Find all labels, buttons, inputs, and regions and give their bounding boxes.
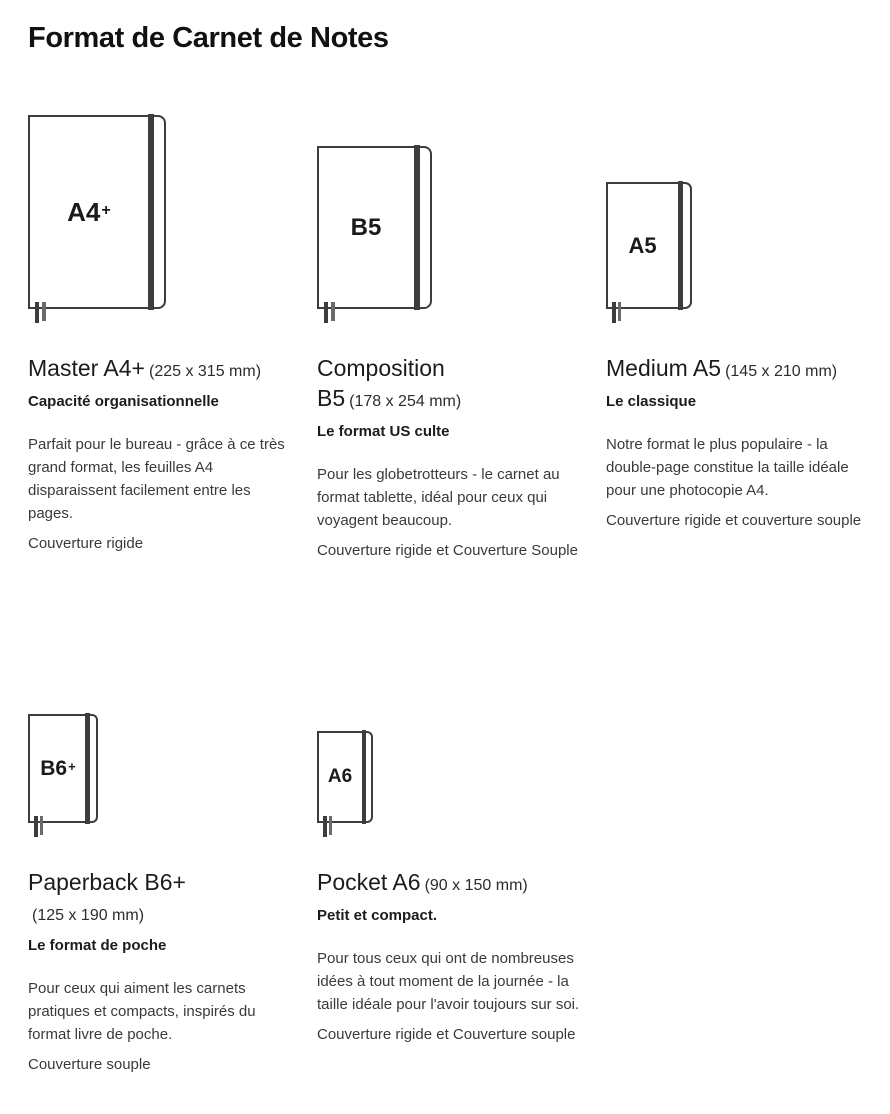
- page-title: Format de Carnet de Notes: [28, 22, 389, 54]
- notebook-illustration-a6: [317, 731, 373, 823]
- notebook-dimensions: (145 x 210 mm): [725, 363, 838, 380]
- elastic-band: [414, 145, 420, 310]
- notebook-figure: [317, 680, 588, 840]
- notebook-cover-info: Couverture rigide et Couverture Souple: [317, 542, 578, 559]
- notebook-size-label: A4 +: [67, 196, 111, 227]
- notebook-name: Pocket A6 (90 x 150 mm): [317, 869, 528, 895]
- notebook-dimensions: (90 x 150 mm): [424, 877, 528, 894]
- notebook-tagline: Le format de poche: [28, 937, 167, 954]
- notebook-size-label: A6: [327, 766, 353, 787]
- plus-suffix: +: [101, 200, 111, 219]
- bookmark-ribbon: [34, 816, 38, 837]
- notebook-size-label: A5: [628, 232, 657, 258]
- notebook-figure: [317, 56, 588, 326]
- notebook-name: Paperback B6+(125 x 190 mm): [28, 869, 186, 924]
- notebook-dimensions: (178 x 254 mm): [349, 393, 462, 410]
- notebook-card-paperback-b6: [28, 680, 317, 1083]
- notebook-illustration-b5: [317, 146, 432, 309]
- notebook-size-label: B5: [350, 213, 382, 241]
- notebook-grid-row-bottom: [28, 680, 876, 1083]
- bookmark-ribbon: [331, 302, 335, 321]
- bookmark-ribbon: [324, 302, 328, 323]
- notebook-size-label: B6 +: [40, 756, 76, 780]
- notebook-cover-info: Couverture souple: [28, 1056, 151, 1073]
- bookmark-ribbon: [329, 816, 332, 835]
- plus-suffix: +: [68, 759, 76, 774]
- notebook-illustration-a4plus: [28, 115, 166, 309]
- notebook-illustration-a5: [606, 182, 692, 309]
- notebook-tagline: Capacité organisationnelle: [28, 393, 219, 410]
- notebook-description: Pour ceux qui aiment les carnets pratiques et compacts, inspirés du format livre de poche.: [28, 980, 256, 1043]
- notebook-description: Notre format le plus populaire - la double-page constitue la taille idéale pour une photocopie A4.: [606, 436, 849, 499]
- notebook-cover-info: Couverture rigide et Couverture souple: [317, 1026, 576, 1043]
- elastic-band: [148, 114, 154, 310]
- notebook-card-master-a4: [28, 56, 317, 562]
- notebook-name: Composition B5 (178 x 254 mm): [317, 355, 462, 411]
- bookmark-ribbon: [42, 302, 46, 321]
- notebook-card-medium-a5: [606, 56, 890, 539]
- notebook-tagline: Petit et compact.: [317, 907, 438, 924]
- elastic-band: [362, 730, 366, 824]
- notebook-tagline: Le format US culte: [317, 423, 450, 440]
- notebook-description: Pour les globetrotteurs - le carnet au format tablette, idéal pour ceux qui voyagent beaucoup.: [317, 466, 560, 529]
- notebook-description: Parfait pour le bureau - grâce à ce très grand format, les feuilles A4 disparaissent facilement entre les pages.: [28, 436, 285, 522]
- notebook-dimensions: (125 x 190 mm): [32, 907, 145, 924]
- notebook-dimensions: (225 x 315 mm): [148, 363, 262, 380]
- notebook-grid-row-top: [28, 56, 876, 680]
- notebook-card-composition-b5: [317, 56, 606, 569]
- notebook-figure: [28, 56, 299, 326]
- notebook-figure: [28, 680, 299, 840]
- notebook-illustration-b6plus: [28, 714, 98, 823]
- bookmark-ribbon: [40, 816, 43, 835]
- notebook-description: Pour tous ceux qui ont de nombreuses idées à tout moment de la journée - la taille idéale pour l'avoir toujours sur soi.: [317, 950, 580, 1013]
- notebook-name: Master A4+ (225 x 315 mm): [28, 355, 262, 381]
- bookmark-ribbon: [35, 302, 39, 323]
- notebook-cover-info: Couverture rigide: [28, 535, 144, 552]
- notebook-card-pocket-a6: [317, 680, 606, 1053]
- elastic-band: [85, 713, 90, 824]
- bookmark-ribbon: [323, 816, 327, 837]
- notebook-tagline: Le classique: [606, 393, 697, 410]
- elastic-band: [678, 181, 683, 310]
- notebook-figure: [606, 56, 877, 326]
- notebook-name: Medium A5 (145 x 210 mm): [606, 355, 838, 381]
- bookmark-ribbon: [618, 302, 621, 321]
- notebook-cover-info: Couverture rigide et couverture souple: [606, 512, 862, 529]
- bookmark-ribbon: [612, 302, 616, 323]
